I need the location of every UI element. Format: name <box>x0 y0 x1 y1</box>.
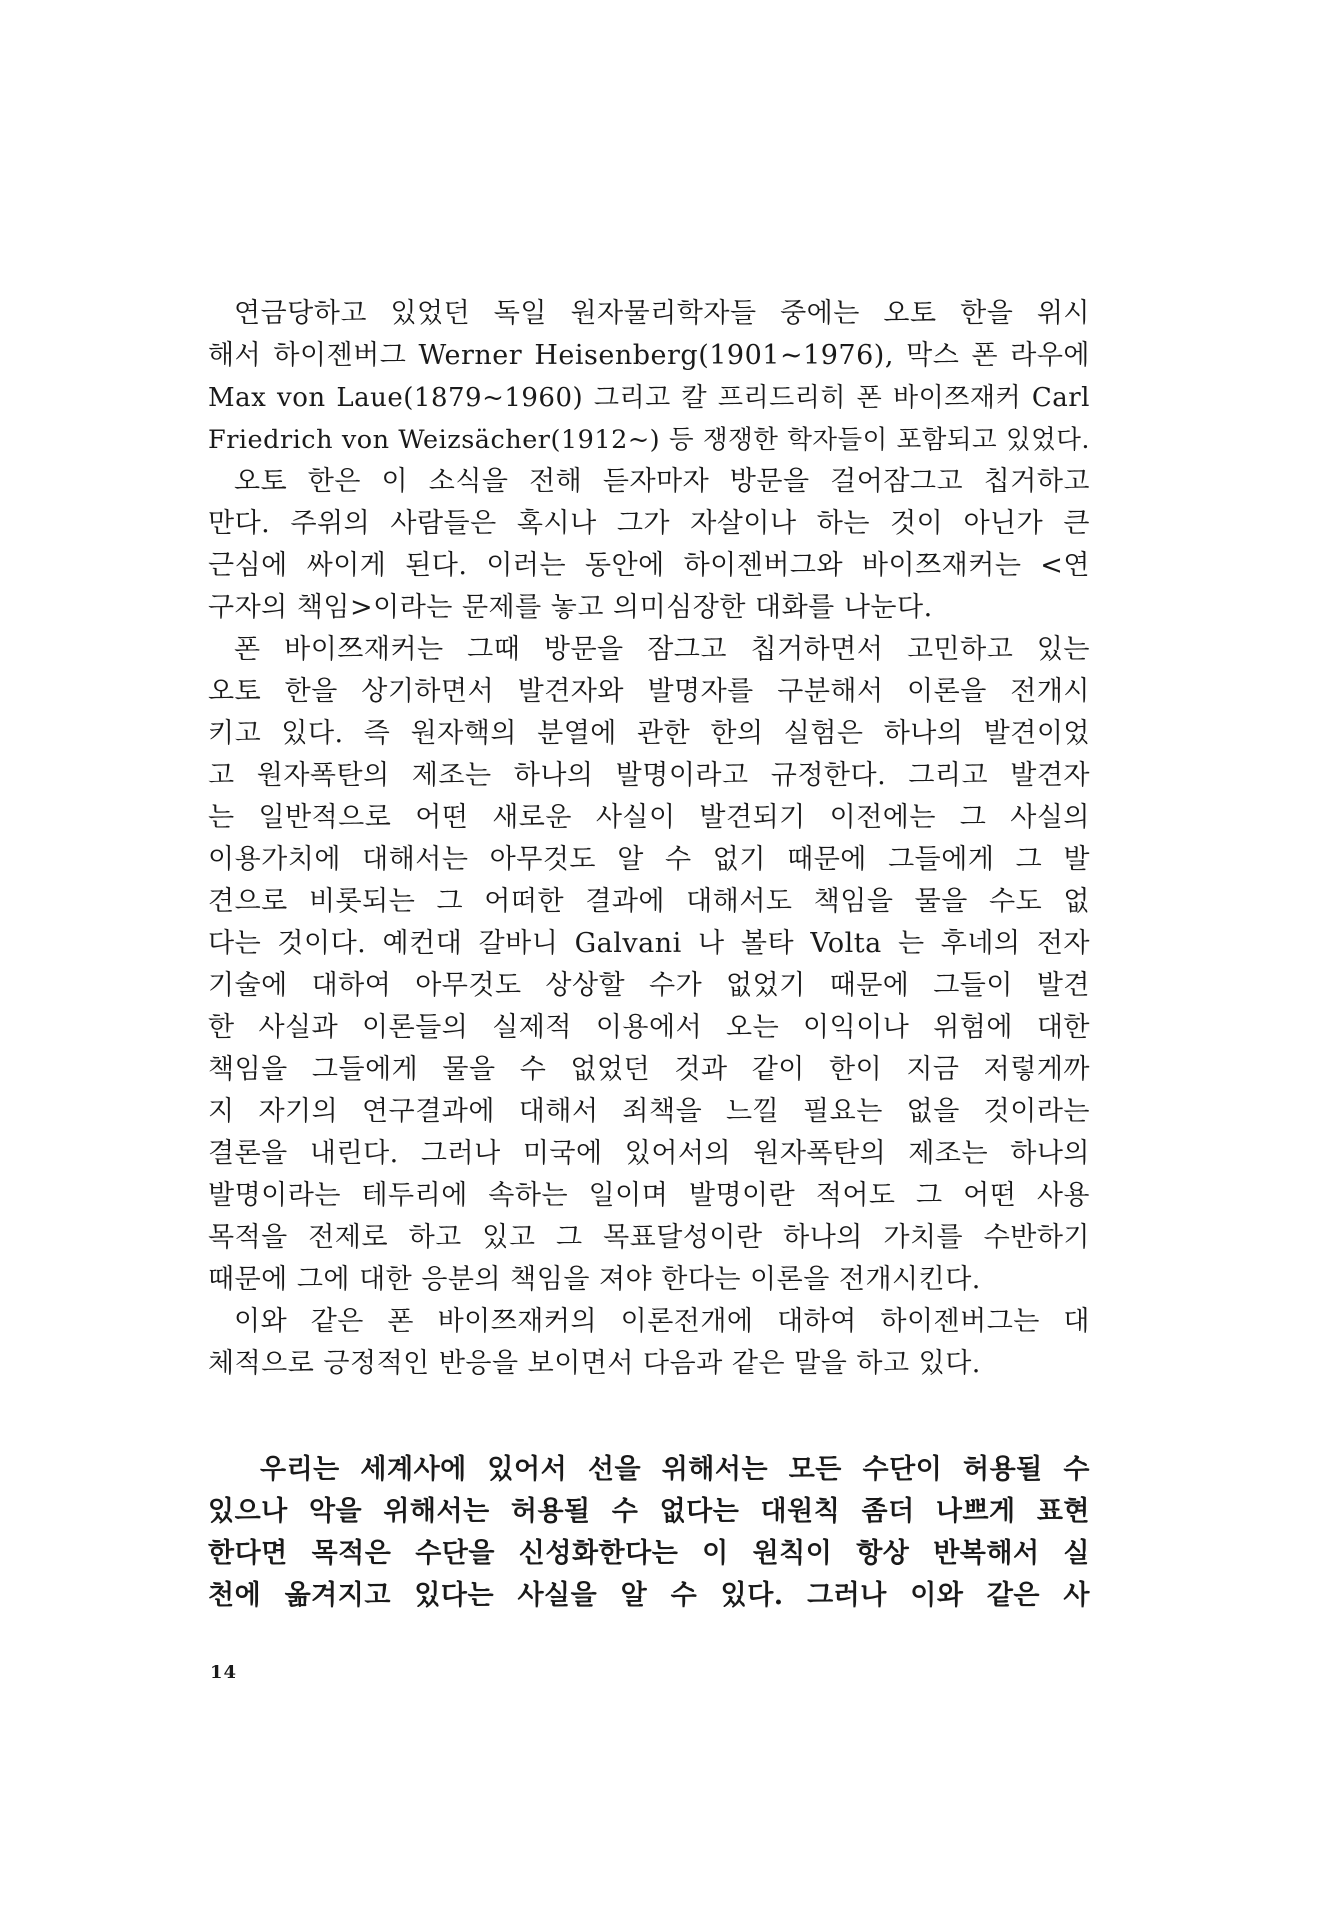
body-line: 발명이라는 테두리에 속하는 일이며 발명이란 적어도 그 어떤 사용 <box>208 1180 1090 1211</box>
body-line: 기술에 대하여 아무것도 상상할 수가 없었기 때문에 그들이 발견 <box>208 970 1090 1001</box>
body-line: 폰 바이쯔재커는 그때 방문을 잠그고 칩거하면서 고민하고 있는 <box>234 634 1090 665</box>
body-line: 해서 하이젠버그 Werner Heisenberg(1901~1976), 막스 폰 라우에 <box>208 340 1090 371</box>
body-line: 만다. 주위의 사람들은 혹시나 그가 자살이나 하는 것이 아닌가 큰 <box>208 508 1090 539</box>
body-line: 목적을 전제로 하고 있고 그 목표달성이란 하나의 가치를 수반하기 <box>208 1222 1090 1253</box>
body-line: 체적으로 긍정적인 반응을 보이면서 다음과 같은 말을 하고 있다. <box>208 1348 981 1379</box>
block-quote <box>208 1449 1090 1617</box>
body-line: 오토 한을 상기하면서 발견자와 발명자를 구분해서 이론을 전개시 <box>208 676 1090 707</box>
body-line: 구자의 책임>이라는 문제를 놓고 의미심장한 대화를 나눈다. <box>208 592 933 623</box>
page-number: 14 <box>210 1662 238 1683</box>
body-line: 근심에 싸이게 된다. 이러는 동안에 하이젠버그와 바이쯔재커는 <연 <box>208 550 1090 581</box>
body-line: 때문에 그에 대한 응분의 책임을 져야 한다는 이론을 전개시킨다. <box>208 1264 981 1295</box>
body-line: 결론을 내린다. 그러나 미국에 있어서의 원자폭탄의 제조는 하나의 <box>208 1138 1090 1169</box>
body-line: 다는 것이다. 예컨대 갈바니 Galvani 나 볼타 Volta 는 후네의 전자 <box>208 928 1090 959</box>
body-line: 한 사실과 이론들의 실제적 이용에서 오는 이익이나 위험에 대한 <box>208 1012 1090 1043</box>
body-line: 이용가치에 대해서는 아무것도 알 수 없기 때문에 그들에게 그 발 <box>208 844 1090 875</box>
body-line: 지 자기의 연구결과에 대해서 죄책을 느낄 필요는 없을 것이라는 <box>208 1096 1090 1127</box>
quote-line: 우리는 세계사에 있어서 선을 위해서는 모든 수단이 허용될 수 <box>260 1454 1090 1485</box>
body-text <box>208 293 1090 1385</box>
body-line: 책임을 그들에게 물을 수 없었던 것과 같이 한이 지금 저렇게까 <box>208 1054 1090 1085</box>
body-line: Friedrich von Weizsächer(1912~) 등 쟁쟁한 학자들이 포함되고 있었다. <box>208 425 1090 455</box>
body-line: 는 일반적으로 어떤 새로운 사실이 발견되기 이전에는 그 사실의 <box>208 802 1090 833</box>
body-line: 고 원자폭탄의 제조는 하나의 발명이라고 규정한다. 그리고 발견자 <box>208 760 1090 791</box>
body-line: 견으로 비롯되는 그 어떠한 결과에 대해서도 책임을 물을 수도 없 <box>208 886 1090 917</box>
body-line: 연금당하고 있었던 독일 원자물리학자들 중에는 오토 한을 위시 <box>234 298 1090 329</box>
body-line: 이와 같은 폰 바이쯔재커의 이론전개에 대하여 하이젠버그는 대 <box>234 1306 1090 1337</box>
body-line: 키고 있다. 즉 원자핵의 분열에 관한 한의 실험은 하나의 발견이었 <box>208 718 1090 749</box>
quote-line: 한다면 목적은 수단을 신성화한다는 이 원칙이 항상 반복해서 실 <box>208 1538 1090 1569</box>
quote-line: 천에 옮겨지고 있다는 사실을 알 수 있다. 그러나 이와 같은 사 <box>208 1580 1090 1611</box>
body-line: 오토 한은 이 소식을 전해 듣자마자 방문을 걸어잠그고 칩거하고 <box>234 466 1090 497</box>
quote-line: 있으나 악을 위해서는 허용될 수 없다는 대원칙 좀더 나쁘게 표현 <box>208 1496 1090 1527</box>
body-line: Max von Laue(1879~1960) 그리고 칼 프리드리히 폰 바이쯔재커 Carl <box>208 383 1090 413</box>
